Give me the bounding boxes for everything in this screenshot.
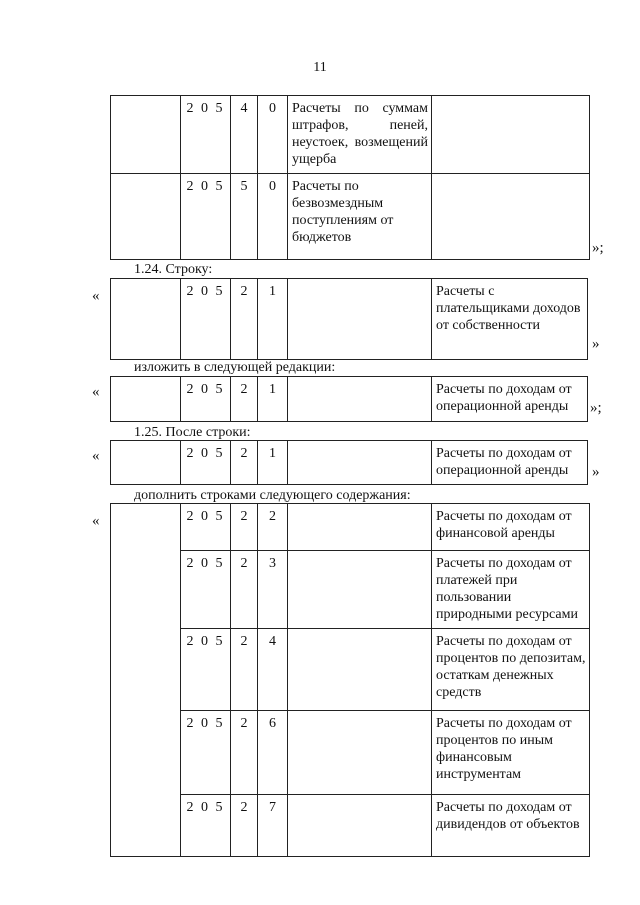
code-digit-1: 2: [231, 629, 258, 711]
closing-quote: »: [592, 336, 600, 352]
table-row: [111, 551, 590, 629]
continuation-table: [110, 95, 590, 260]
account-code: 2 0 5: [181, 96, 231, 174]
code-digit-2: 1: [258, 377, 288, 422]
opening-quote: «: [92, 448, 100, 464]
append-heading: дополнить строками следующего содержания:: [134, 488, 411, 503]
table-row: [111, 629, 590, 711]
code-digit-1: 5: [231, 174, 258, 260]
table-row: [111, 377, 588, 422]
table-row: [111, 441, 588, 485]
empty-cell: [111, 441, 181, 485]
account-code: 2 0 5: [181, 377, 231, 422]
account-code: 2 0 5: [181, 441, 231, 485]
account-name-alt: [432, 96, 590, 174]
table-row: [111, 174, 590, 260]
account-name-alt: Расчеты по доходам от операционной аренды: [432, 441, 588, 485]
append-table: [110, 503, 590, 857]
closing-quote: »;: [590, 400, 602, 416]
account-code: 2 0 5: [181, 504, 231, 551]
table-row: [111, 279, 588, 360]
account-code: 2 0 5: [181, 795, 231, 857]
account-name: [288, 629, 432, 711]
account-name-alt: Расчеты с плательщиками доходов от собственности: [432, 279, 588, 360]
code-digit-2: 1: [258, 279, 288, 360]
item-1-25-table: [110, 440, 588, 485]
item-1-24-heading: 1.24. Строку:: [134, 262, 213, 277]
replace-table: [110, 376, 588, 422]
account-name-alt: [432, 174, 590, 260]
table-row: [111, 711, 590, 795]
account-code: 2 0 5: [181, 551, 231, 629]
account-name: [288, 441, 432, 485]
account-name-alt: Расчеты по доходам от платежей при пользовании природными ресурсами: [432, 551, 590, 629]
item-1-24-table: [110, 278, 588, 360]
code-digit-1: 2: [231, 377, 258, 422]
account-code: 2 0 5: [181, 279, 231, 360]
table-row: [111, 504, 590, 551]
table-row: [111, 795, 590, 857]
empty-cell: [111, 504, 181, 857]
code-digit-1: 2: [231, 711, 258, 795]
account-name-alt: Расчеты по доходам от процентов по иным финансовым инструментам: [432, 711, 590, 795]
opening-quote: «: [92, 384, 100, 400]
account-name: Расчеты по безвозмездным поступлениям от бюджетов: [288, 174, 432, 260]
closing-quote: »;: [592, 240, 604, 256]
empty-cell: [111, 96, 181, 174]
code-digit-2: 6: [258, 711, 288, 795]
account-name: [288, 279, 432, 360]
empty-cell: [111, 377, 181, 422]
code-digit-2: 4: [258, 629, 288, 711]
opening-quote: «: [92, 288, 100, 304]
account-name: Расчеты по суммам штрафов, пеней, неустоек, возмещений ущерба: [288, 96, 432, 174]
account-name-alt: Расчеты по доходам от финансовой аренды: [432, 504, 590, 551]
account-name-alt: Расчеты по доходам от процентов по депозитам, остаткам денежных средств: [432, 629, 590, 711]
code-digit-1: 2: [231, 441, 258, 485]
account-name: [288, 551, 432, 629]
account-name: [288, 711, 432, 795]
code-digit-2: 0: [258, 96, 288, 174]
code-digit-1: 2: [231, 279, 258, 360]
empty-cell: [111, 174, 181, 260]
account-code: 2 0 5: [181, 711, 231, 795]
opening-quote: «: [92, 513, 100, 529]
account-name: [288, 795, 432, 857]
account-name: [288, 504, 432, 551]
account-code: 2 0 5: [181, 629, 231, 711]
code-digit-2: 2: [258, 504, 288, 551]
item-1-25-heading: 1.25. После строки:: [134, 425, 251, 440]
code-digit-2: 3: [258, 551, 288, 629]
replace-heading: изложить в следующей редакции:: [134, 360, 336, 375]
code-digit-2: 1: [258, 441, 288, 485]
code-digit-1: 4: [231, 96, 258, 174]
table-row: [111, 96, 590, 174]
account-name-alt: Расчеты по доходам от дивидендов от объектов: [432, 795, 590, 857]
page-number: 11: [313, 60, 327, 75]
code-digit-1: 2: [231, 795, 258, 857]
closing-quote: »: [592, 464, 600, 480]
code-digit-1: 2: [231, 551, 258, 629]
account-code: 2 0 5: [181, 174, 231, 260]
empty-cell: [111, 279, 181, 360]
account-name: [288, 377, 432, 422]
account-name-alt: Расчеты по доходам от операционной аренды: [432, 377, 588, 422]
code-digit-2: 0: [258, 174, 288, 260]
code-digit-2: 7: [258, 795, 288, 857]
code-digit-1: 2: [231, 504, 258, 551]
